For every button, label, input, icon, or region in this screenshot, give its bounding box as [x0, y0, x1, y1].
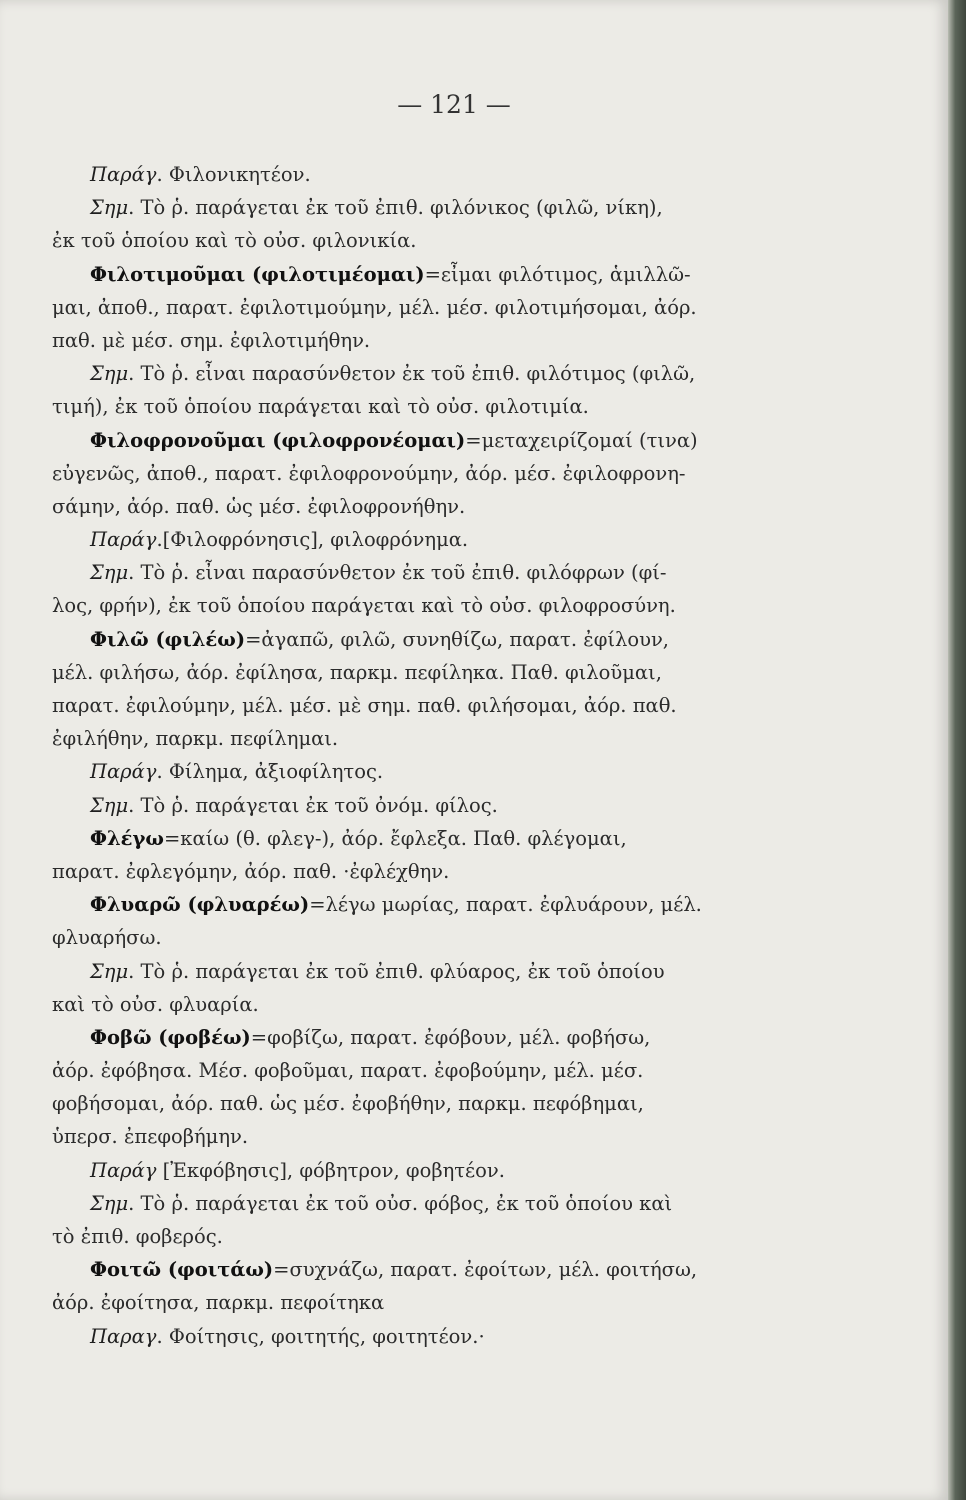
text-line: [52, 1087, 792, 1120]
headword: Φοιτῶ (φοιτάω): [90, 1258, 274, 1282]
abbreviation: Παράγ: [90, 1158, 157, 1182]
text-segment: ἐφιλήθην, παρκμ. πεφίλημαι.: [52, 727, 339, 751]
text-segment: . Τὸ ῥ. παράγεται ἐκ τοῦ ὀνόμ. φίλος.: [128, 793, 498, 817]
headword: Φιλοτιμοῦμαι (φιλοτιμέομαι): [90, 262, 425, 286]
text-line: [52, 623, 792, 656]
text-segment: =συχνάζω, παρατ. ἐφοίτων, μέλ. φοιτήσω,: [273, 1258, 698, 1282]
text-line: [52, 191, 792, 224]
headword: Φλέγω: [90, 826, 164, 850]
abbreviation: Παραγ: [90, 1324, 157, 1348]
text-line: [52, 490, 792, 523]
text-segment: ἐκ τοῦ ὁποίου καὶ τὸ οὐσ. φιλονικία.: [52, 229, 417, 253]
text-segment: [Ἐκφόβησις], φόβητρον, φοβητέον.: [156, 1158, 505, 1182]
text-segment: παθ. μὲ μέσ. σημ. ἐφιλοτιμήθην.: [52, 328, 371, 352]
text-line: [52, 324, 792, 357]
text-segment: . Τὸ ῥ. παράγεται ἐκ τοῦ ἐπιθ. φλύαρος, ἐκ τοῦ ὁποίου: [128, 959, 665, 983]
abbreviation: Σημ: [90, 196, 129, 220]
text-line: [52, 1021, 792, 1054]
text-segment: ὑπερσ. ἐπεφοβήμην.: [52, 1125, 249, 1149]
text-line: [52, 390, 792, 423]
headword: Φιλοφρονοῦμαι (φιλοφρονέομαι): [90, 428, 466, 452]
page-edge: [948, 0, 966, 1500]
text-segment: φοβήσομαι, ἀόρ. παθ. ὡς μέσ. ἐφοβήθην, παρκμ. πεφόβημαι,: [52, 1092, 644, 1116]
abbreviation: Σημ: [90, 1191, 129, 1215]
text-segment: . Τὸ ῥ. εἶναι παρασύνθετον ἐκ τοῦ ἐπιθ. φιλόφρων (φί-: [128, 561, 667, 585]
abbreviation: Παράγ: [90, 760, 157, 784]
text-segment: τιμή), ἐκ τοῦ ὁποίου παράγεται καὶ τὸ οὐσ. φιλοτιμία.: [52, 395, 589, 419]
text-line: [52, 158, 792, 191]
text-line: [52, 1154, 792, 1187]
abbreviation: Σημ: [90, 793, 129, 817]
text-line: [52, 1187, 792, 1220]
text-line: [52, 523, 792, 556]
text-segment: καὶ τὸ οὐσ. φλυαρία.: [52, 992, 259, 1016]
text-line: [52, 822, 792, 855]
text-segment: ἀόρ. ἐφοίτησα, παρκμ. πεφοίτηκα: [52, 1291, 385, 1315]
text-segment: λος, φρήν), ἐκ τοῦ ὁποίου παράγεται καὶ τὸ οὐσ. φιλοφροσύνη.: [52, 594, 676, 618]
text-line: [52, 457, 792, 490]
text-segment: τὸ ἐπιθ. φοβερός.: [52, 1225, 223, 1248]
text-line: [52, 424, 792, 457]
headword: Φοβῶ (φοβέω): [90, 1025, 251, 1049]
text-segment: =καίω (θ. φλεγ-), ἀόρ. ἔφλεξα. Παθ. φλέγομαι,: [163, 826, 627, 850]
headword: Φλυαρῶ (φλυαρέω): [90, 893, 310, 917]
abbreviation: Παράγ: [90, 163, 157, 186]
text-segment: . Τὸ ῥ. εἶναι παρασύνθετον ἐκ τοῦ ἐπιθ. φιλότιμος (φιλῶ,: [128, 362, 696, 386]
text-segment: μαι, ἀποθ., παρατ. ἐφιλοτιμούμην, μέλ. μέσ. φιλοτιμήσομαι, ἀόρ.: [52, 295, 697, 319]
text-line: [52, 1220, 792, 1253]
text-segment: =λέγω μωρίας, παρατ. ἐφλυάρουν, μέλ.: [309, 893, 702, 917]
text-segment: .[Φιλοφρόνησις], φιλοφρόνημα.: [156, 528, 469, 552]
text-line: [52, 291, 792, 324]
text-segment: σάμην, ἀόρ. παθ. ὡς μέσ. ἐφιλοφρονήθην.: [52, 494, 466, 518]
text-line: [52, 855, 792, 888]
page-number: — 121 —: [397, 90, 511, 119]
text-line: [52, 357, 792, 390]
text-line: [52, 921, 792, 954]
text-line: [52, 1320, 792, 1353]
text-segment: παρατ. ἐφλεγόμην, ἀόρ. παθ. ·ἐφλέχθην.: [52, 859, 450, 883]
text-line: [52, 955, 792, 988]
text-line: [52, 1286, 792, 1319]
text-segment: . Φοίτησις, φοιτητής, φοιτητέον.·: [156, 1324, 485, 1348]
dictionary-text: [52, 158, 792, 1353]
abbreviation: Σημ: [90, 362, 129, 386]
text-segment: . Τὸ ῥ. παράγεται ἐκ τοῦ οὐσ. φόβος, ἐκ τοῦ ὁποίου καὶ: [128, 1191, 673, 1215]
text-line: [52, 722, 792, 755]
text-line: [52, 755, 792, 788]
text-segment: =μεταχειρίζομαί (τινα): [465, 428, 698, 452]
text-segment: ἀόρ. ἐφόβησα. Μέσ. φοβοῦμαι, παρατ. ἐφοβούμην, μέλ. μέσ.: [52, 1059, 644, 1083]
text-segment: μέλ. φιλήσω, ἀόρ. ἐφίλησα, παρκμ. πεφίληκα. Παθ. φιλοῦμαι,: [52, 660, 662, 684]
text-line: [52, 656, 792, 689]
abbreviation: Σημ: [90, 959, 129, 983]
text-line: [52, 556, 792, 589]
abbreviation: Παράγ: [90, 528, 157, 552]
text-segment: εὐγενῶς, ἀποθ., παρατ. ἐφιλοφρονούμην, ἀόρ. μέσ. ἐφιλοφρονη-: [52, 461, 686, 485]
text-segment: =φοβίζω, παρατ. ἐφόβουν, μέλ. φοβήσω,: [250, 1025, 651, 1049]
text-line: [52, 1054, 792, 1087]
headword: Φιλῶ (φιλέω): [90, 627, 246, 651]
text-line: [52, 888, 792, 921]
text-line: [52, 258, 792, 291]
text-line: [52, 1253, 792, 1286]
text-line: [52, 689, 792, 722]
text-segment: =ἀγαπῶ, φιλῶ, συνηθίζω, παρατ. ἐφίλουν,: [245, 627, 670, 651]
text-line: [52, 789, 792, 822]
text-segment: . Φίλημα, ἀξιοφίλητος.: [156, 760, 384, 784]
text-segment: =εἶμαι φιλότιμος, ἁμιλλῶ-: [424, 262, 691, 286]
text-segment: . Τὸ ῥ. παράγεται ἐκ τοῦ ἐπιθ. φιλόνικος (φιλῶ, νίκη),: [128, 196, 663, 220]
text-line: [52, 988, 792, 1021]
text-line: [52, 1120, 792, 1153]
text-segment: . Φιλονικητέον.: [156, 163, 311, 186]
text-segment: παρατ. ἐφιλούμην, μέλ. μέσ. μὲ σημ. παθ. φιλήσομαι, ἀόρ. παθ.: [52, 694, 677, 717]
text-line: [52, 224, 792, 257]
text-line: [52, 589, 792, 622]
abbreviation: Σημ: [90, 561, 129, 585]
text-segment: φλυαρήσω.: [52, 926, 162, 950]
